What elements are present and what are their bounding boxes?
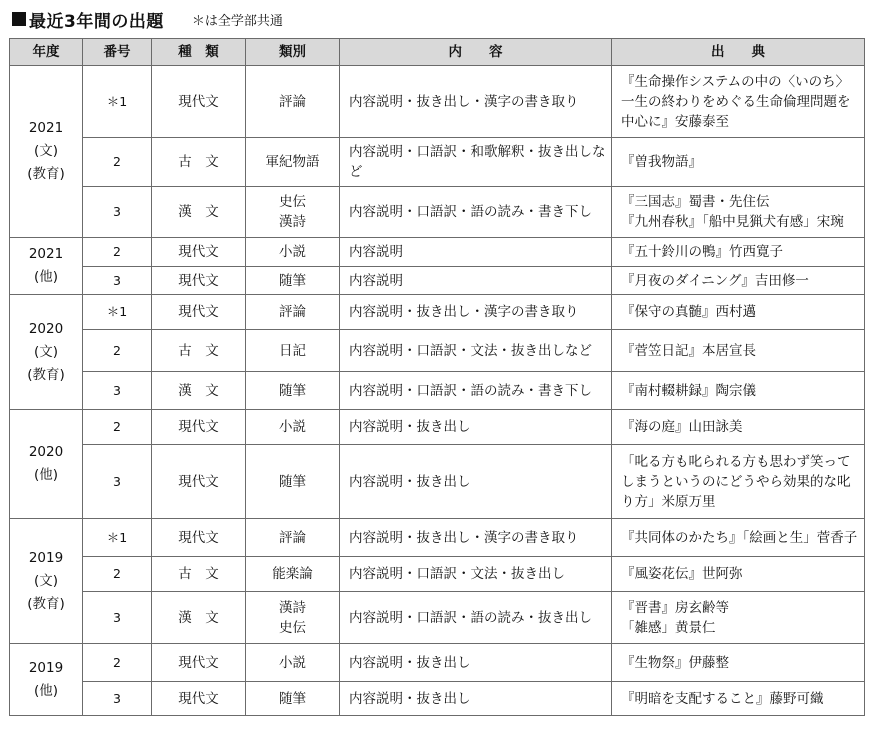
content-cell: 内容説明 <box>340 267 612 295</box>
question-kind-cell: 漢 文 <box>152 187 246 238</box>
year-cell <box>10 66 83 238</box>
content-cell: 内容説明・抜き出し <box>340 445 612 519</box>
source-cell: 『保守の真髄』西村邁 <box>612 295 865 330</box>
question-kind-cell: 古 文 <box>152 557 246 592</box>
source-cell: 『月夜のダイニング』吉田修一 <box>612 267 865 295</box>
question-number-cell: 2 <box>83 330 152 372</box>
year-cell <box>10 410 83 519</box>
table-row <box>10 592 865 644</box>
table-row <box>10 330 865 372</box>
table-row <box>10 187 865 238</box>
source-cell: 『生物祭』伊藤整 <box>612 644 865 682</box>
faculty-label: (教育) <box>27 595 65 612</box>
question-number-cell: ＊1 <box>83 66 152 138</box>
table-row <box>10 410 865 445</box>
column-header-number: 番号 <box>83 39 152 66</box>
table-row <box>10 238 865 267</box>
source-cell: 『曽我物語』 <box>612 138 865 187</box>
source-cell: 『五十鈴川の鴨』竹西寛子 <box>612 238 865 267</box>
page-header <box>12 7 283 31</box>
year-value: 2020 <box>28 320 64 337</box>
question-number-cell: 3 <box>83 682 152 716</box>
source-cell: 『風姿花伝』世阿弥 <box>612 557 865 592</box>
genre-cell: 史伝 漢詩 <box>246 187 340 238</box>
faculty-label: (文) <box>33 143 59 159</box>
question-kind-cell: 現代文 <box>152 410 246 445</box>
table-row <box>10 372 865 410</box>
year-value: 2020 <box>28 444 64 460</box>
source-cell: 『明暗を支配すること』藤野可織 <box>612 682 865 716</box>
year-cell <box>10 295 83 410</box>
question-number-cell: 2 <box>83 238 152 267</box>
table-row <box>10 644 865 682</box>
year-value: 2019 <box>28 549 64 566</box>
question-kind-cell: 現代文 <box>152 519 246 557</box>
column-header-kind: 種 類 <box>152 39 246 66</box>
table-row <box>10 66 865 138</box>
source-cell: 『南村輟耕録』陶宗儀 <box>612 372 865 410</box>
question-number-cell: 3 <box>83 592 152 644</box>
genre-cell: 随筆 <box>246 682 340 716</box>
question-kind-cell: 現代文 <box>152 66 246 138</box>
table-body <box>10 66 865 716</box>
content-cell: 内容説明・口語訳・文法・抜き出し <box>340 557 612 592</box>
question-number-cell: 2 <box>83 410 152 445</box>
question-number-cell: 3 <box>83 267 152 295</box>
question-number-cell: 2 <box>83 644 152 682</box>
year-value: 2021 <box>28 120 64 136</box>
column-header-content: 内 容 <box>340 39 612 66</box>
year-cell <box>10 644 83 716</box>
table-row <box>10 445 865 519</box>
exam-questions-table <box>9 38 865 716</box>
content-cell: 内容説明 <box>340 238 612 267</box>
question-kind-cell: 現代文 <box>152 682 246 716</box>
question-kind-cell: 古 文 <box>152 330 246 372</box>
question-number-cell: 3 <box>83 445 152 519</box>
question-kind-cell: 現代文 <box>152 644 246 682</box>
genre-cell: 随筆 <box>246 267 340 295</box>
faculty-label: (文) <box>33 572 59 589</box>
question-kind-cell: 現代文 <box>152 267 246 295</box>
content-cell: 内容説明・口語訳・文法・抜き出しなど <box>340 330 612 372</box>
source-cell: 『生命操作システムの中の〈いのち〉一生の終わりをめぐる生命倫理問題を中心に』安藤泰至 <box>612 66 865 138</box>
year-value: 2021 <box>28 246 64 262</box>
column-header-source: 出 典 <box>612 39 865 66</box>
table-row <box>10 557 865 592</box>
question-number-cell: 3 <box>83 187 152 238</box>
question-number-cell: ＊1 <box>83 295 152 330</box>
question-number-cell: 2 <box>83 557 152 592</box>
content-cell: 内容説明・抜き出し <box>340 682 612 716</box>
source-cell: 『晋書』房玄齢等 「雑感」黄景仁 <box>612 592 865 644</box>
faculty-label: (他) <box>33 467 59 483</box>
source-cell: 『共同体のかたち』「絵画と生」菅香子 <box>612 519 865 557</box>
source-cell: 『三国志』蜀書・先住伝 『九州春秋』「船中見猟犬有感」宋琬 <box>612 187 865 238</box>
source-cell: 『菅笠日記』本居宣長 <box>612 330 865 372</box>
genre-cell: 軍紀物語 <box>246 138 340 187</box>
content-cell: 内容説明・抜き出し・漢字の書き取り <box>340 66 612 138</box>
year-value: 2019 <box>28 659 64 676</box>
table-header-row <box>10 39 865 66</box>
genre-cell: 随筆 <box>246 445 340 519</box>
year-cell <box>10 519 83 644</box>
question-number-cell: ＊1 <box>83 519 152 557</box>
column-header-year: 年度 <box>10 39 83 66</box>
faculty-label: (教育) <box>27 366 65 383</box>
content-cell: 内容説明・口語訳・語の読み・書き下し <box>340 372 612 410</box>
genre-cell: 小説 <box>246 410 340 445</box>
genre-cell: 評論 <box>246 519 340 557</box>
question-kind-cell: 古 文 <box>152 138 246 187</box>
genre-cell: 漢詩 史伝 <box>246 592 340 644</box>
genre-cell: 日記 <box>246 330 340 372</box>
black-square-icon <box>12 12 26 26</box>
question-kind-cell: 漢 文 <box>152 592 246 644</box>
faculty-label: (文) <box>33 343 59 360</box>
table-row <box>10 295 865 330</box>
table-row <box>10 267 865 295</box>
content-cell: 内容説明・抜き出し・漢字の書き取り <box>340 519 612 557</box>
table-row <box>10 138 865 187</box>
question-kind-cell: 現代文 <box>152 238 246 267</box>
content-cell: 内容説明・抜き出し・漢字の書き取り <box>340 295 612 330</box>
content-cell: 内容説明・口語訳・語の読み・書き下し <box>340 187 612 238</box>
table-row <box>10 682 865 716</box>
content-cell: 内容説明・口語訳・和歌解釈・抜き出しなど <box>340 138 612 187</box>
content-cell: 内容説明・抜き出し <box>340 410 612 445</box>
question-kind-cell: 現代文 <box>152 295 246 330</box>
source-cell: 『海の庭』山田詠美 <box>612 410 865 445</box>
common-question-note: ＊は全学部共通 <box>191 13 283 29</box>
page-title: 最近3年間の出題 <box>29 11 164 32</box>
column-header-category: 類別 <box>246 39 340 66</box>
source-cell: 「叱る方も叱られる方も思わず笑ってしまうというのにどうやら効果的な叱り方」米原万里 <box>612 445 865 519</box>
question-kind-cell: 現代文 <box>152 445 246 519</box>
table-row <box>10 519 865 557</box>
question-kind-cell: 漢 文 <box>152 372 246 410</box>
faculty-label: (他) <box>33 682 59 699</box>
question-number-cell: 2 <box>83 138 152 187</box>
question-number-cell: 3 <box>83 372 152 410</box>
genre-cell: 随筆 <box>246 372 340 410</box>
faculty-label: (教育) <box>27 166 65 182</box>
content-cell: 内容説明・口語訳・語の読み・抜き出し <box>340 592 612 644</box>
genre-cell: 小説 <box>246 238 340 267</box>
genre-cell: 小説 <box>246 644 340 682</box>
genre-cell: 評論 <box>246 295 340 330</box>
genre-cell: 評論 <box>246 66 340 138</box>
genre-cell: 能楽論 <box>246 557 340 592</box>
year-cell <box>10 238 83 295</box>
content-cell: 内容説明・抜き出し <box>340 644 612 682</box>
faculty-label: (他) <box>33 269 59 285</box>
